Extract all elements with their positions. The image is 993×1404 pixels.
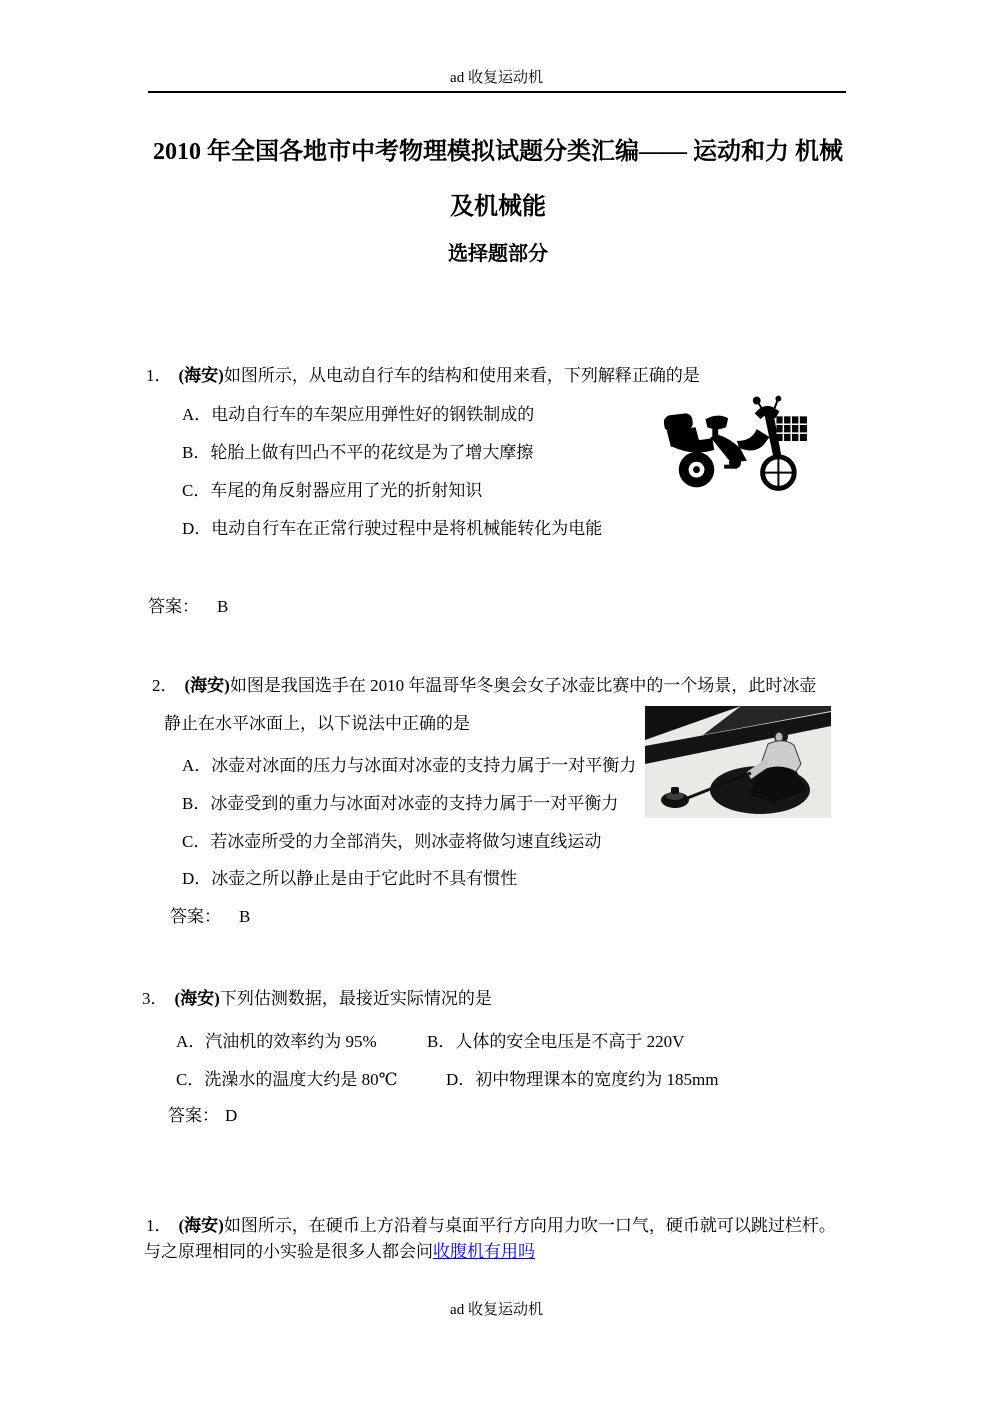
electric-bicycle-image (661, 390, 809, 494)
doc-title-line1: 2010 年全国各地市中考物理模拟试题分类汇编—— 运动和力 机械 (153, 139, 843, 165)
curling-scene-image (645, 706, 831, 818)
curling-scene-drawing (645, 706, 831, 818)
question-1-source: (海安) (178, 366, 224, 385)
section-heading: 选择题部分 (448, 243, 548, 265)
question-1-answer-label: 答案： (148, 597, 199, 616)
question-1-answer: B (217, 597, 229, 616)
header-ad-text: ad 收复运动机 (450, 70, 543, 86)
question-4-source: (海安) (178, 1216, 224, 1235)
question-3-answer: D (225, 1106, 238, 1125)
question-3-stem-text: 下列估测数据，最接近实际情况的是 (219, 989, 492, 1008)
question-2-option-d: D．冰壶之所以静止是由于它此时不具有惯性 (182, 869, 518, 888)
question-2-answer-line (170, 907, 250, 927)
question-1-option-d: D．电动自行车在正常行驶过程中是将机械能转化为电能 (182, 519, 603, 538)
question-3-stem (142, 989, 492, 1009)
question-1-stem-text: 如图所示，从电动自行车的结构和使用来看，下列解释正确的是 (223, 366, 700, 385)
question-1-option-a: A．电动自行车的车架应用弹性好的钢铁制成的 (182, 405, 535, 424)
question-4-stem-line1 (146, 1216, 836, 1236)
electric-bicycle-drawing (661, 390, 809, 494)
question-3-number: 3． (142, 989, 168, 1008)
doc-title-line2: 及机械能 (450, 194, 546, 220)
question-3-option-a: A．汽油机的效率约为 95% (176, 1032, 377, 1051)
question-2-source: (海安) (184, 676, 230, 695)
question-1-answer-line (148, 597, 228, 617)
question-4-stem-text2: 与之原理相同的小实验是很多人都会问 (144, 1242, 433, 1261)
question-2-number: 2． (152, 676, 178, 695)
question-2-stem-line2: 静止在水平冰面上，以下说法中正确的是 (164, 714, 470, 733)
question-4-stem-line2 (144, 1242, 535, 1262)
question-4-number: 1． (146, 1216, 172, 1235)
question-3-source: (海安) (174, 989, 220, 1008)
question-2-answer-label: 答案： (170, 907, 221, 926)
question-3-answer-label: 答案： (168, 1106, 219, 1125)
question-2-option-b: B．冰壶受到的重力与冰面对冰壶的支持力属于一对平衡力 (182, 794, 619, 813)
footer-ad-text: ad 收复运动机 (450, 1302, 543, 1318)
question-4-stem-text1: 如图所示，在硬币上方沿着与桌面平行方向用力吹一口气，硬币就可以跳过栏杆。 (223, 1216, 836, 1235)
header-rule (148, 91, 846, 93)
question-3-option-b: B．人体的安全电压是不高于 220V (427, 1032, 685, 1051)
inline-ad-link[interactable]: 收腹机有用吗 (433, 1242, 535, 1261)
question-1-option-b: B．轮胎上做有凹凸不平的花纹是为了增大摩擦 (182, 443, 534, 462)
question-2-stem-line1 (152, 676, 816, 696)
question-3-option-c: C．洗澡水的温度大约是 80℃ (176, 1070, 398, 1089)
question-2-stem-text1: 如图是我国选手在 2010 年温哥华冬奥会女子冰壶比赛中的一个场景，此时冰壶 (229, 676, 817, 695)
question-2-option-c: C．若冰壶所受的力全部消失，则冰壶将做匀速直线运动 (182, 832, 602, 851)
question-1-stem (146, 366, 700, 386)
question-2-option-a: A．冰壶对冰面的压力与冰面对冰壶的支持力属于一对平衡力 (182, 756, 637, 775)
question-3-answer-line (168, 1106, 237, 1126)
question-3-option-d: D．初中物理课本的宽度约为 185mm (446, 1070, 719, 1089)
question-1-number: 1． (146, 366, 172, 385)
question-2-answer: B (239, 907, 251, 926)
question-1-option-c: C．车尾的角反射器应用了光的折射知识 (182, 481, 483, 500)
